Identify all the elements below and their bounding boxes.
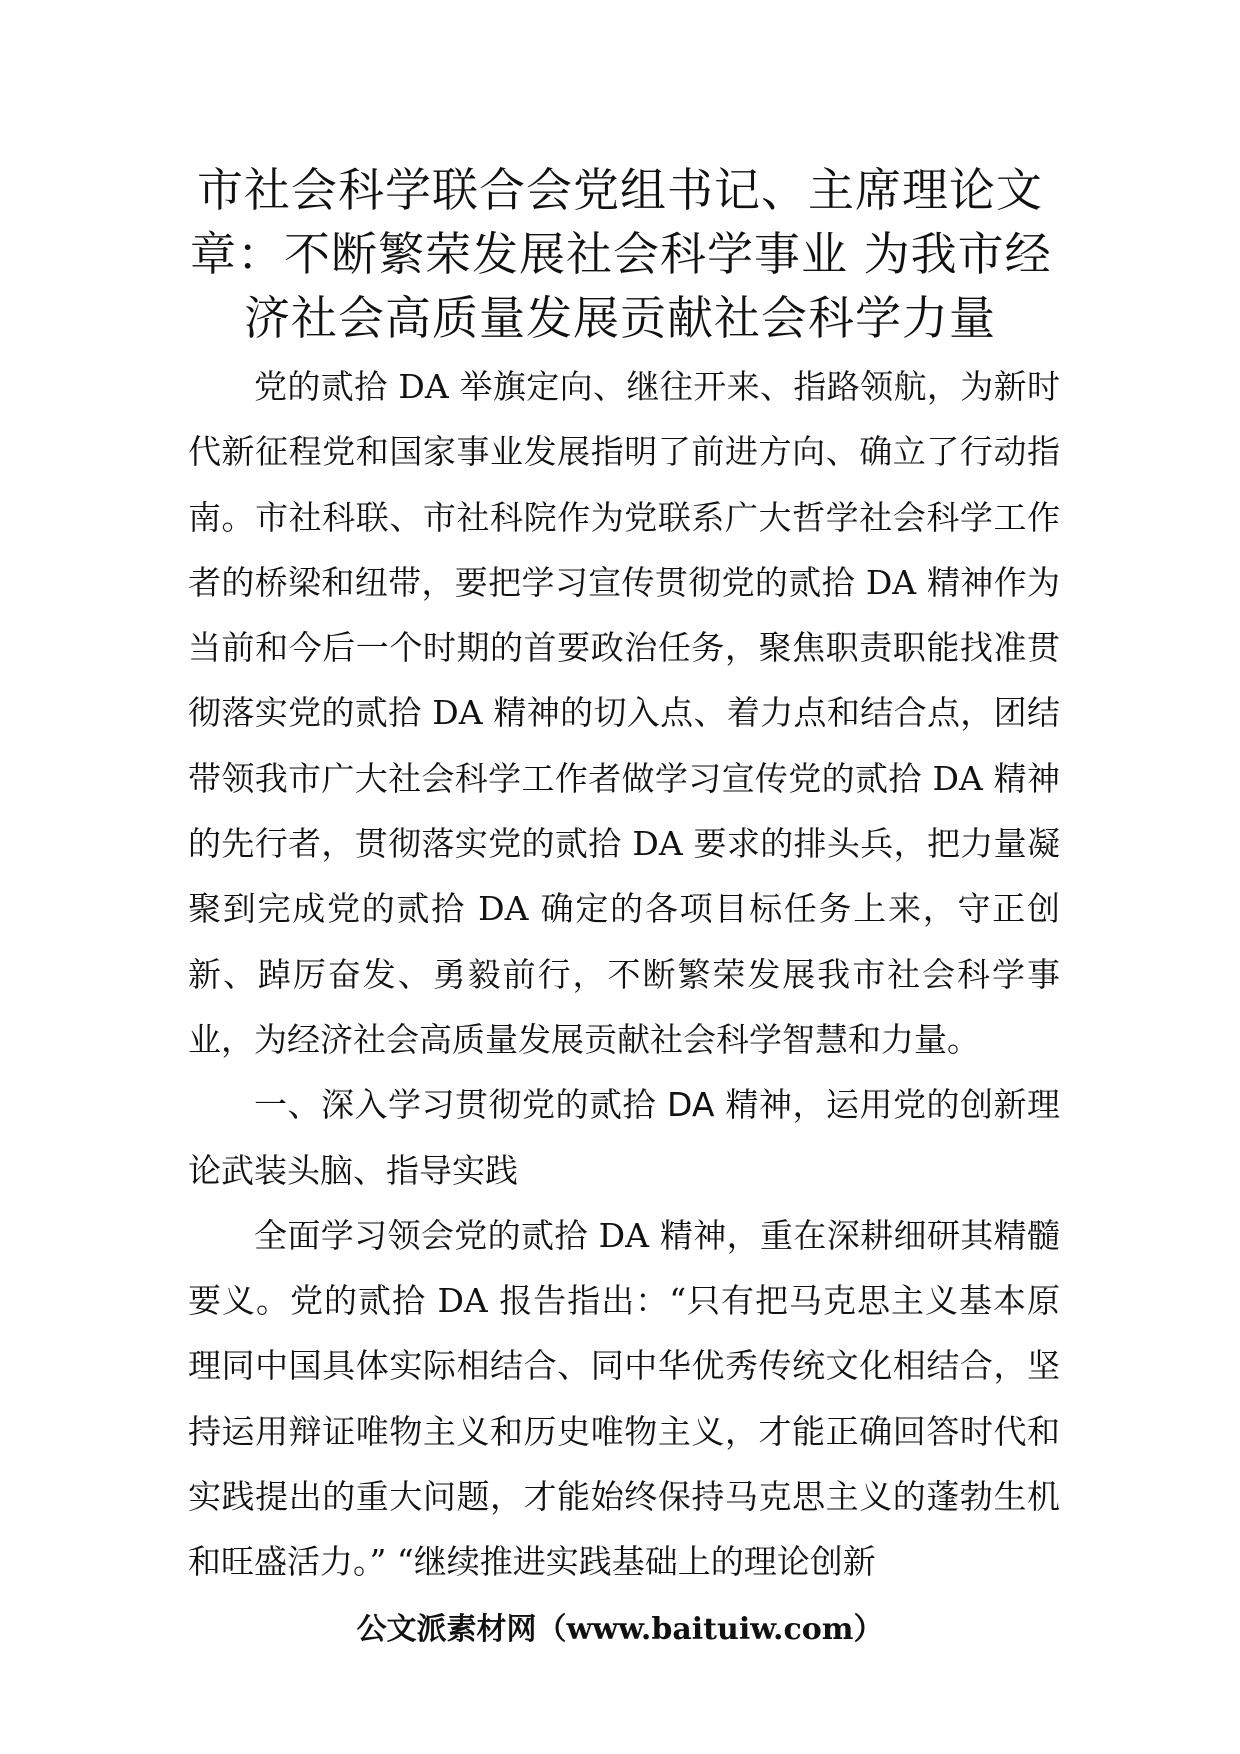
- title-line-3: 济社会高质量发展贡献社会科学力量: [244, 291, 996, 345]
- title-line-1: 市社会科学联合会党组书记、主席理论文: [197, 163, 1043, 217]
- source-watermark: 公文派素材网（www.baituiw.com）: [356, 1612, 884, 1647]
- document-body: [188, 354, 1060, 1595]
- body-paragraph: 全面学习领会党的贰拾 DA 精神，重在深耕细研其精髓要义。党的贰拾 DA 报告指出：“只有把马克思主义基本原理同中国具体实际相结合、同中华优秀传统文化相结合，坚持运用辩证唯物主义和历史唯物主义，才能正确回答时代和实践提出的重大问题，才能始终保持马克思主义的蓬勃生机和旺盛活力。” “继续推进实践基础上的理论创新: [188, 1215, 1060, 1582]
- title-line-2: 章：不断繁荣发展社会科学事业 为我市经: [190, 227, 1052, 281]
- section-heading-1: 一、深入学习贯彻党的贰拾 DA 精神，运用党的创新理论武装头脑、指导实践: [188, 1085, 1060, 1190]
- document-title: [190, 158, 1050, 350]
- intro-paragraph: 党的贰拾 DA 举旗定向、继往开来、指路领航，为新时代新征程党和国家事业发展指明了前进方向、确立了行动指南。市社科联、市社科院作为党联系广大哲学社会科学工作者的桥梁和纽带，要把学习宣传贯彻党的贰拾 DA 精神作为当前和今后一个时期的首要政治任务，聚焦职责职能找准贯彻落实党的贰拾 DA 精神的切入点、着力点和结合点，团结带领我市广大社会科学工作者做学习宣传党的贰拾 DA 精神的先行者，贯彻落实党的贰拾 DA 要求的排头兵，把力量凝聚到完成党的贰拾 DA 确定的各项目标任务上来，守正创新、踔厉奋发、勇毅前行，不断繁荣发展我市社会科学事业，为经济社会高质量发展贡献社会科学智慧和力量。: [188, 367, 1060, 1059]
